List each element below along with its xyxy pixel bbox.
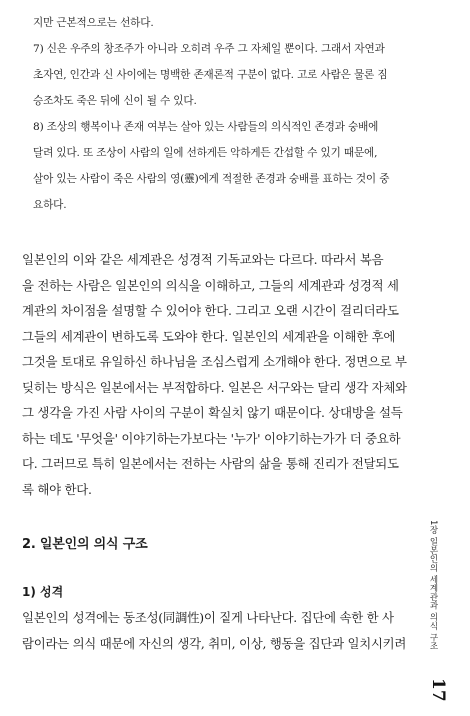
note-line: 달려 있다. 또 조상이 사람의 일에 선하게든 악하게든 간섭할 수 있기 때문에, <box>33 147 378 159</box>
section-heading: 2. 일본인의 의식 구조 <box>22 537 148 552</box>
paragraph-line: 일본인의 성격에는 동조성(同調性)이 짙게 나타난다. 집단에 속한 한 사 <box>22 610 394 625</box>
paragraph-line: 그것을 토대로 유일하신 하나님을 조심스럽게 소개해야 한다. 정면으로 부 <box>22 354 407 369</box>
note-line: 8) 조상의 행복이나 존재 여부는 살아 있는 사람들의 의식적인 존경과 숭배에 <box>33 121 379 133</box>
paragraph-line: 을 전하는 사람은 일본인의 의식을 이해하고, 그들의 세계관과 성경적 세 <box>22 277 399 293</box>
paragraph-line: 계관의 차이점을 설명할 수 있어야 한다. 그리고 오랜 시간이 걸리더라도 <box>22 303 399 318</box>
note-line: 7) 신은 우주의 창조주가 아니라 오히려 우주 그 자체일 뿐이다. 그래서 자연과 <box>33 43 385 55</box>
paragraph-line: 람이라는 의식 때문에 자신의 생각, 취미, 이상, 행동을 집단과 일치시키려 <box>22 635 407 651</box>
body-paragraph-2 <box>22 605 422 656</box>
subsection-heading: 1) 성격 <box>22 585 64 599</box>
paragraph-line: 다. 그러므로 특히 일본에서는 전하는 사람의 삶을 통해 진리가 전달되도 <box>22 456 399 471</box>
page-number: 17 <box>428 678 448 702</box>
note-line: 승조차도 죽은 뒤에 신이 될 수 있다. <box>33 95 197 107</box>
note-line: 초자연, 인간과 신 사이에는 명백한 존재론적 구분이 없다. 고로 사람은 물론 짐 <box>33 69 388 81</box>
paragraph-line: 그 생각을 가진 사람 사이의 구분이 확실치 않기 때문이다. 상대방을 설득 <box>22 405 403 420</box>
note-line: 지만 근본적으로는 선하다. <box>33 17 154 29</box>
footnote-block <box>33 10 423 218</box>
paragraph-line: 일본인의 이와 같은 세계관은 성경적 기독교와는 다르다. 따라서 복음 <box>22 252 384 267</box>
paragraph-line: 하는 데도 '무엇을' 이야기하는가보다는 '누가' 이야기하는가가 더 중요하 <box>22 430 401 446</box>
body-paragraph <box>22 247 422 502</box>
paragraph-line: 그들의 세계관이 변하도록 도와야 한다. 일본인의 세계관을 이해한 후에 <box>22 328 396 344</box>
note-line: 살아 있는 사람이 죽은 사람의 영(靈)에게 적절한 존경과 숭배를 표하는 것이 중 <box>33 173 390 185</box>
running-head: 1장 일본인의 세계관과 의식 구조 <box>428 520 438 651</box>
note-line: 요하다. <box>33 199 67 211</box>
paragraph-line: 딪히는 방식은 일본에서는 부적합하다. 일본은 서구와는 달리 생각 자체와 <box>22 379 407 395</box>
paragraph-line: 록 해야 한다. <box>22 481 92 497</box>
